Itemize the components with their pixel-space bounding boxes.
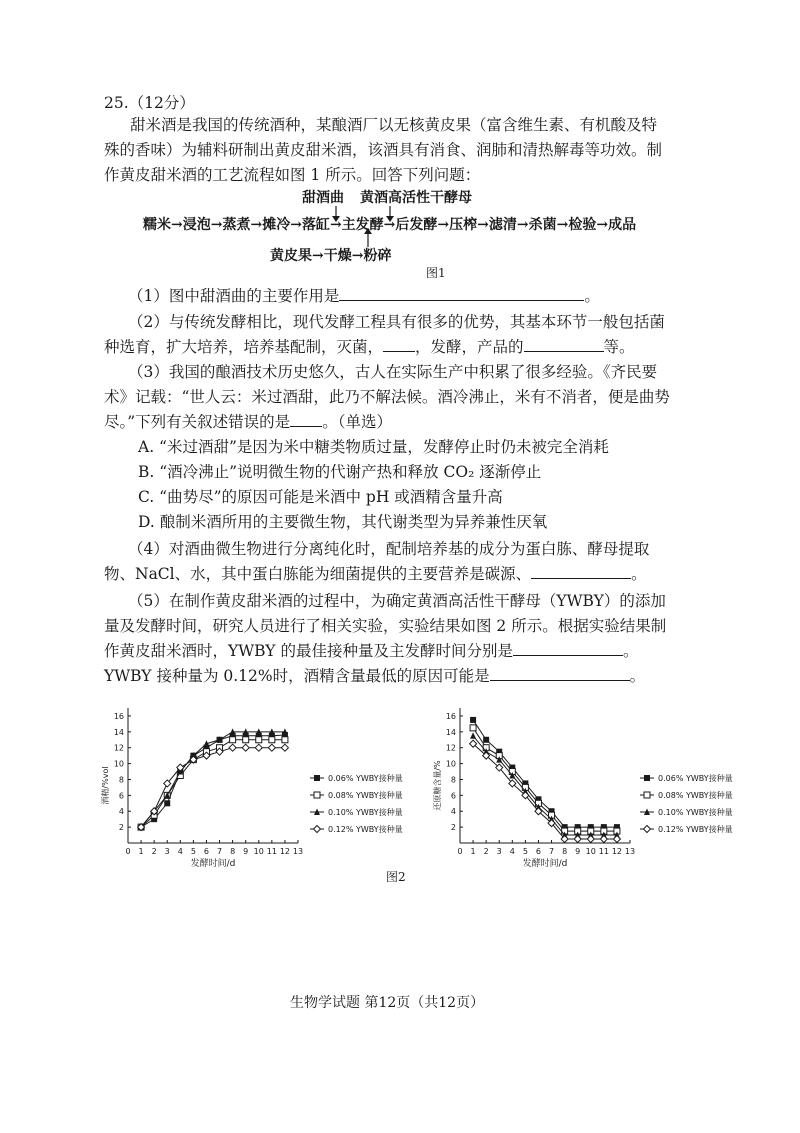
legend-label: 0.06% YWBY接种量 [328,774,403,783]
y-axis-label: 还原糖含量/% [433,760,442,811]
page-footer: 生物学试题 第12页（共12页） [290,995,485,1011]
flow-main-step: 滤清 [488,217,517,233]
x-axis-label: 发酵时间/d [190,859,236,869]
arrow-right-icon: → [329,217,342,233]
flow-bottom-step: 干燥 [323,248,352,264]
flow-main-step: 压榨 [449,217,478,233]
flow-main-step: 后发酵 [395,217,438,233]
x-tick-label: 8 [562,847,568,856]
y-tick-label: 4 [118,807,124,817]
y-tick-label: 2 [450,823,456,833]
flow-main-step: 蒸煮 [222,217,251,233]
data-point [282,737,288,743]
part5-end-b: 。 [629,667,646,685]
series-line [141,732,285,827]
x-tick-label: 0 [457,847,463,856]
part5-line-1: （5）在制作黄皮甜米酒的过程中，为确定黄酒高活性干酵母（YWBY）的添加 [128,592,666,610]
part5-blank-1[interactable] [513,641,623,656]
flow-main-steps [143,214,636,234]
x-tick-label: 1 [138,847,144,856]
part3-answer-blank[interactable] [290,412,322,427]
legend-marker [644,826,651,833]
legend-label: 0.08% YWBY接种量 [328,791,403,800]
flow-main-step: 糯米 [143,217,171,233]
y-tick-label: 2 [118,823,124,833]
part5-text-b: YWBY 接种量为 0.12%时，酒精含量最低的原因可能是 [104,667,490,685]
data-point [483,737,489,743]
data-point [269,737,275,743]
part2-text-a: 种选育，扩大培养，培养基配制，灭菌， [104,338,384,356]
arrow-right-icon: → [210,217,223,233]
x-tick-label: 10 [253,847,264,856]
data-point [164,800,170,806]
data-point [242,744,249,751]
x-tick-label: 5 [190,847,196,856]
y-tick-label: 4 [450,807,456,817]
y-axis-label: 酒精/%vol [101,766,110,805]
data-point [587,836,594,843]
data-point [574,836,581,843]
legend-marker [314,792,320,798]
arrow-right-icon: → [516,217,529,233]
legend-label: 0.12% YWBY接种量 [658,825,733,834]
part5-line-3 [104,640,638,662]
intro-line-3: 作黄皮甜米酒的工艺流程如图 1 所示。回答下列问题： [104,166,481,184]
y-tick-label: 8 [118,775,124,785]
part3-end: 。（单选） [322,413,392,431]
data-point [470,725,476,731]
arrow-right-icon: → [351,248,364,264]
question-number: 25.（12分） [104,94,195,112]
series-line [473,720,617,827]
series-line [473,728,617,831]
part4-line-1: （4）对酒曲微生物进行分离纯化时，配制培养基的成分为蛋白胨、酵母提取 [128,540,650,558]
flow-main-step: 检验 [568,217,597,233]
x-tick-label: 9 [575,847,581,856]
x-axis-label: 发酵时间/d [522,859,568,869]
legend-label: 0.08% YWBY接种量 [658,791,733,800]
arrow-right-icon: → [477,217,489,233]
flow-main-step: 主发酵 [341,217,384,233]
part4-line-2 [104,563,647,585]
option-c: C. “曲势尽”的原因可能是米酒中 pH 或酒精含量升高 [138,488,503,506]
arrow-right-icon: → [556,217,569,233]
figure1-caption: 图1 [426,266,446,280]
y-tick-label: 6 [450,791,456,801]
legend-label: 0.10% YWBY接种量 [658,808,733,817]
flow-main-step: 浸泡 [182,217,211,233]
part5-blank-2[interactable] [490,666,630,681]
x-tick-label: 2 [151,847,157,856]
data-point [268,744,275,751]
x-tick-label: 0 [125,847,131,856]
y-tick-label: 16 [445,711,456,721]
y-tick-label: 16 [113,711,124,721]
intro-line-1: 甜米酒是我国的传统酒种，某酿酒厂以无核黄皮果（富含维生素、有机酸及特 [130,116,658,134]
x-tick-label: 2 [483,847,489,856]
data-point [229,744,236,751]
x-tick-label: 11 [266,847,277,856]
series-line [141,735,285,827]
legend-marker [314,826,321,833]
flow-arrows [0,0,800,300]
flow-main-step: 摊冷 [262,217,291,233]
x-tick-label: 9 [243,847,249,856]
part2-text-b: ，发酵，产品的 [415,338,524,356]
part2-line-1: （2）与传统发酵相比，现代发酵工程具有很多的优势，其基本环节一般包括菌 [128,313,665,331]
part3-text: 尽。”下列有关叙述错误的是 [104,413,291,431]
part1-answer-blank[interactable] [339,286,584,301]
y-tick-label: 14 [113,727,124,737]
legend-label: 0.12% YWBY接种量 [328,825,403,834]
x-tick-label: 4 [509,847,515,856]
part5-text-a: 作黄皮甜米酒时，YWBY 的最佳接种量及主发酵时间分别是 [104,642,513,660]
flow-bottom-steps [270,245,391,265]
part2-blank-1[interactable] [383,337,415,352]
part2-line-2 [104,336,635,358]
figure2-charts [0,690,800,890]
x-tick-label: 7 [548,847,555,856]
part3-line-3 [104,411,392,433]
figure2-caption: 图2 [386,870,406,884]
data-point [256,737,262,743]
legend-label: 0.06% YWBY接种量 [658,774,733,783]
data-point [470,732,476,739]
data-point [613,836,620,843]
part4-text: 物、NaCl、水，其中蛋白胨能为细菌提供的主要营养是碳源、 [104,565,532,583]
option-d: D. 酿制米酒所用的主要微生物，其代谢类型为异养兼性厌氧 [138,513,548,531]
data-point [281,744,288,751]
flow-main-step: 落缸 [301,217,330,233]
part2-blank-2[interactable] [524,337,604,352]
data-point [230,737,236,743]
x-tick-label: 3 [164,847,170,856]
x-tick-label: 11 [598,847,609,856]
x-tick-label: 5 [522,847,528,856]
data-point [470,717,476,723]
y-tick-label: 14 [445,727,456,737]
y-tick-label: 10 [113,759,124,769]
flow-main-step: 杀菌 [528,217,557,233]
y-tick-label: 6 [118,791,124,801]
arrow-right-icon: → [290,217,302,233]
intro-line-2: 殊的香味）为辅料研制出黄皮甜米酒，该酒具有消食、润肺和清热解毒等功效。制 [104,141,663,159]
part5-end-a: 。 [622,642,639,660]
x-tick-label: 10 [585,847,596,856]
part1 [128,285,600,307]
part1-text: （1）图中甜酒曲的主要作用是 [128,287,340,305]
option-b: B. “酒冷沸止”说明微生物的代谢产热和释放 CO₂ 逐渐停止 [138,463,542,481]
flow-bottom-step: 黄皮果 [270,248,312,264]
x-tick-label: 6 [203,847,210,856]
x-tick-label: 3 [496,847,502,856]
arrow-right-icon: → [171,217,183,233]
flow-bottom-step: 粉碎 [363,248,392,264]
legend-marker [644,775,650,781]
x-tick-label: 12 [279,847,291,856]
flow-top-label-1: 甜酒曲 [302,190,344,206]
series-line [473,736,617,835]
y-tick-label: 8 [450,775,456,785]
x-tick-label: 7 [216,847,223,856]
part4-end: 。 [631,565,647,583]
x-tick-label: 4 [177,847,183,856]
y-tick-label: 12 [113,743,124,753]
legend-label: 0.10% YWBY接种量 [328,808,403,817]
y-tick-label: 12 [445,743,456,753]
x-tick-label: 12 [611,847,623,856]
flow-main-step: 成品 [608,217,637,233]
flow-top-label-2: 黄酒高活性干酵母 [360,190,472,206]
x-tick-label: 6 [535,847,542,856]
data-point [600,836,607,843]
arrow-right-icon: → [437,217,450,233]
series-line [473,744,617,839]
arrow-right-icon: → [383,217,396,233]
data-point [243,737,249,743]
arrow-right-icon: → [596,217,609,233]
x-tick-label: 13 [292,847,304,856]
part1-end: 。 [584,287,600,305]
legend-marker [314,775,320,781]
arrow-right-icon: → [250,217,263,233]
part3-line-1: （3）我国的酿酒技术历史悠久，古人在实际生产中积累了很多经验。《齐民要 [128,363,658,381]
x-tick-label: 13 [624,847,636,856]
series-line [141,748,285,827]
option-a: A. “米过酒甜”是因为米中糖类物质过量，发酵停止时仍未被完全消耗 [138,438,609,456]
part5-line-4 [104,665,645,687]
part5-line-2: 量及发酵时间，研究人员进行了相关实验，实验结果如图 2 所示。根据实验结果制 [104,617,667,635]
part2-text-c: 等。 [603,338,635,356]
legend-marker [644,792,650,798]
x-tick-label: 8 [230,847,236,856]
series-line [141,740,285,827]
data-point [255,744,262,751]
part3-line-2: 术》记载：“世人云：米过酒甜，此乃不解法候。酒冷沸止，米有不消者，便是曲势 [104,388,670,406]
part4-answer-blank[interactable] [531,564,631,579]
arrow-right-icon: → [312,248,324,264]
y-tick-label: 10 [445,759,456,769]
x-tick-label: 1 [470,847,476,856]
